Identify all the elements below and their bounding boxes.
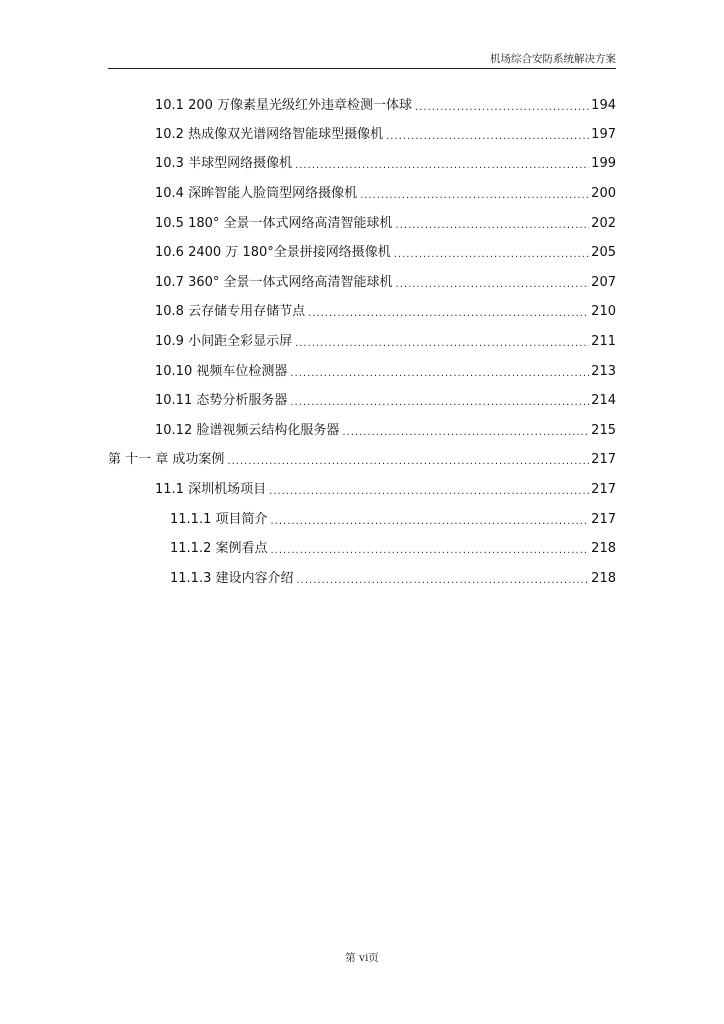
toc-entry-title: 10.1 200 万像素星光级红外违章检测一体球	[155, 98, 413, 113]
toc-entry[interactable]	[155, 328, 616, 350]
toc-leader	[290, 397, 589, 409]
toc-entry-page: 199	[591, 156, 616, 171]
toc-entry-page: 211	[591, 334, 616, 349]
toc-entry-page: 215	[591, 423, 616, 438]
toc-entry-page: 217	[591, 482, 616, 497]
header-title: 机场综合安防系统解决方案	[490, 53, 616, 65]
toc-leader	[396, 279, 590, 291]
page-number: 第 vi页	[345, 952, 379, 964]
toc-entry[interactable]	[155, 150, 616, 172]
toc-entry-page: 214	[591, 393, 616, 408]
toc-entry-page: 217	[591, 512, 616, 527]
toc-entry[interactable]	[155, 358, 616, 380]
toc-entry-page: 213	[591, 364, 616, 379]
toc-entry-page: 217	[591, 452, 616, 467]
toc-leader	[360, 190, 589, 202]
toc-leader	[394, 249, 589, 261]
toc-entry-title: 11.1.1 项目简介	[170, 512, 268, 527]
toc-entry[interactable]	[155, 210, 616, 232]
toc-entry-page: 194	[591, 98, 616, 113]
toc-subentry[interactable]	[170, 506, 616, 528]
toc-leader	[295, 160, 589, 172]
toc-subentry[interactable]	[170, 535, 616, 557]
toc-entry-title: 10.11 态势分析服务器	[155, 393, 288, 408]
toc-entry[interactable]	[155, 476, 616, 498]
toc-entry-title: 10.6 2400 万 180°全景拼接网络摄像机	[155, 245, 391, 260]
toc-subentry[interactable]	[170, 565, 616, 587]
toc-leader	[290, 368, 589, 380]
toc-entry[interactable]	[155, 298, 616, 320]
toc-entry[interactable]	[155, 239, 616, 261]
toc-entry-page: 218	[591, 571, 616, 586]
toc-entry-title: 10.9 小间距全彩显示屏	[155, 334, 293, 349]
toc-entry-page: 197	[591, 127, 616, 142]
toc-entry-title: 10.2 热成像双光谱网络智能球型摄像机	[155, 127, 384, 142]
toc-chapter-entry[interactable]	[108, 446, 616, 468]
toc-entry-title: 11.1.3 建设内容介绍	[170, 571, 294, 586]
toc-entry-page: 202	[591, 216, 616, 231]
toc-entry[interactable]	[155, 180, 616, 202]
toc-entry-title: 10.5 180° 全景一体式网络高清智能球机	[155, 216, 393, 231]
toc-leader	[269, 486, 589, 498]
toc-entry-title: 10.3 半球型网络摄像机	[155, 156, 293, 171]
toc-entry-page: 205	[591, 245, 616, 260]
toc-entry-title: 11.1.2 案例看点	[170, 541, 268, 556]
toc-entry[interactable]	[155, 387, 616, 409]
toc-entry-title: 10.8 云存储专用存储节点	[155, 304, 306, 319]
toc-entry-page: 200	[591, 186, 616, 201]
toc-entry-title: 10.10 视频车位检测器	[155, 364, 288, 379]
toc-entry-page: 218	[591, 541, 616, 556]
toc-entry-page: 210	[591, 304, 616, 319]
toc-entry-title: 11.1 深圳机场项目	[155, 482, 267, 497]
toc-entry-title: 10.12 脸谱视频云结构化服务器	[155, 423, 340, 438]
toc-leader	[396, 220, 590, 232]
toc-leader	[227, 456, 589, 468]
toc-entry[interactable]	[155, 121, 616, 143]
toc-entry[interactable]	[155, 417, 616, 439]
toc-leader	[270, 516, 589, 528]
toc-entry[interactable]	[155, 92, 616, 114]
toc-entry-title: 第 十一 章 成功案例	[108, 452, 225, 467]
page-footer	[0, 950, 724, 965]
toc-leader	[296, 575, 589, 587]
toc-leader	[415, 102, 589, 114]
toc-entry[interactable]	[155, 269, 616, 291]
toc-leader	[295, 338, 589, 350]
toc-entry-title: 10.7 360° 全景一体式网络高清智能球机	[155, 275, 393, 290]
toc-entry-title: 10.4 深眸智能人脸筒型网络摄像机	[155, 186, 358, 201]
page-header	[108, 48, 616, 69]
toc-leader	[270, 545, 589, 557]
toc-entry-page: 207	[591, 275, 616, 290]
toc-leader	[308, 308, 589, 320]
toc-leader	[386, 131, 589, 143]
toc-leader	[342, 427, 589, 439]
